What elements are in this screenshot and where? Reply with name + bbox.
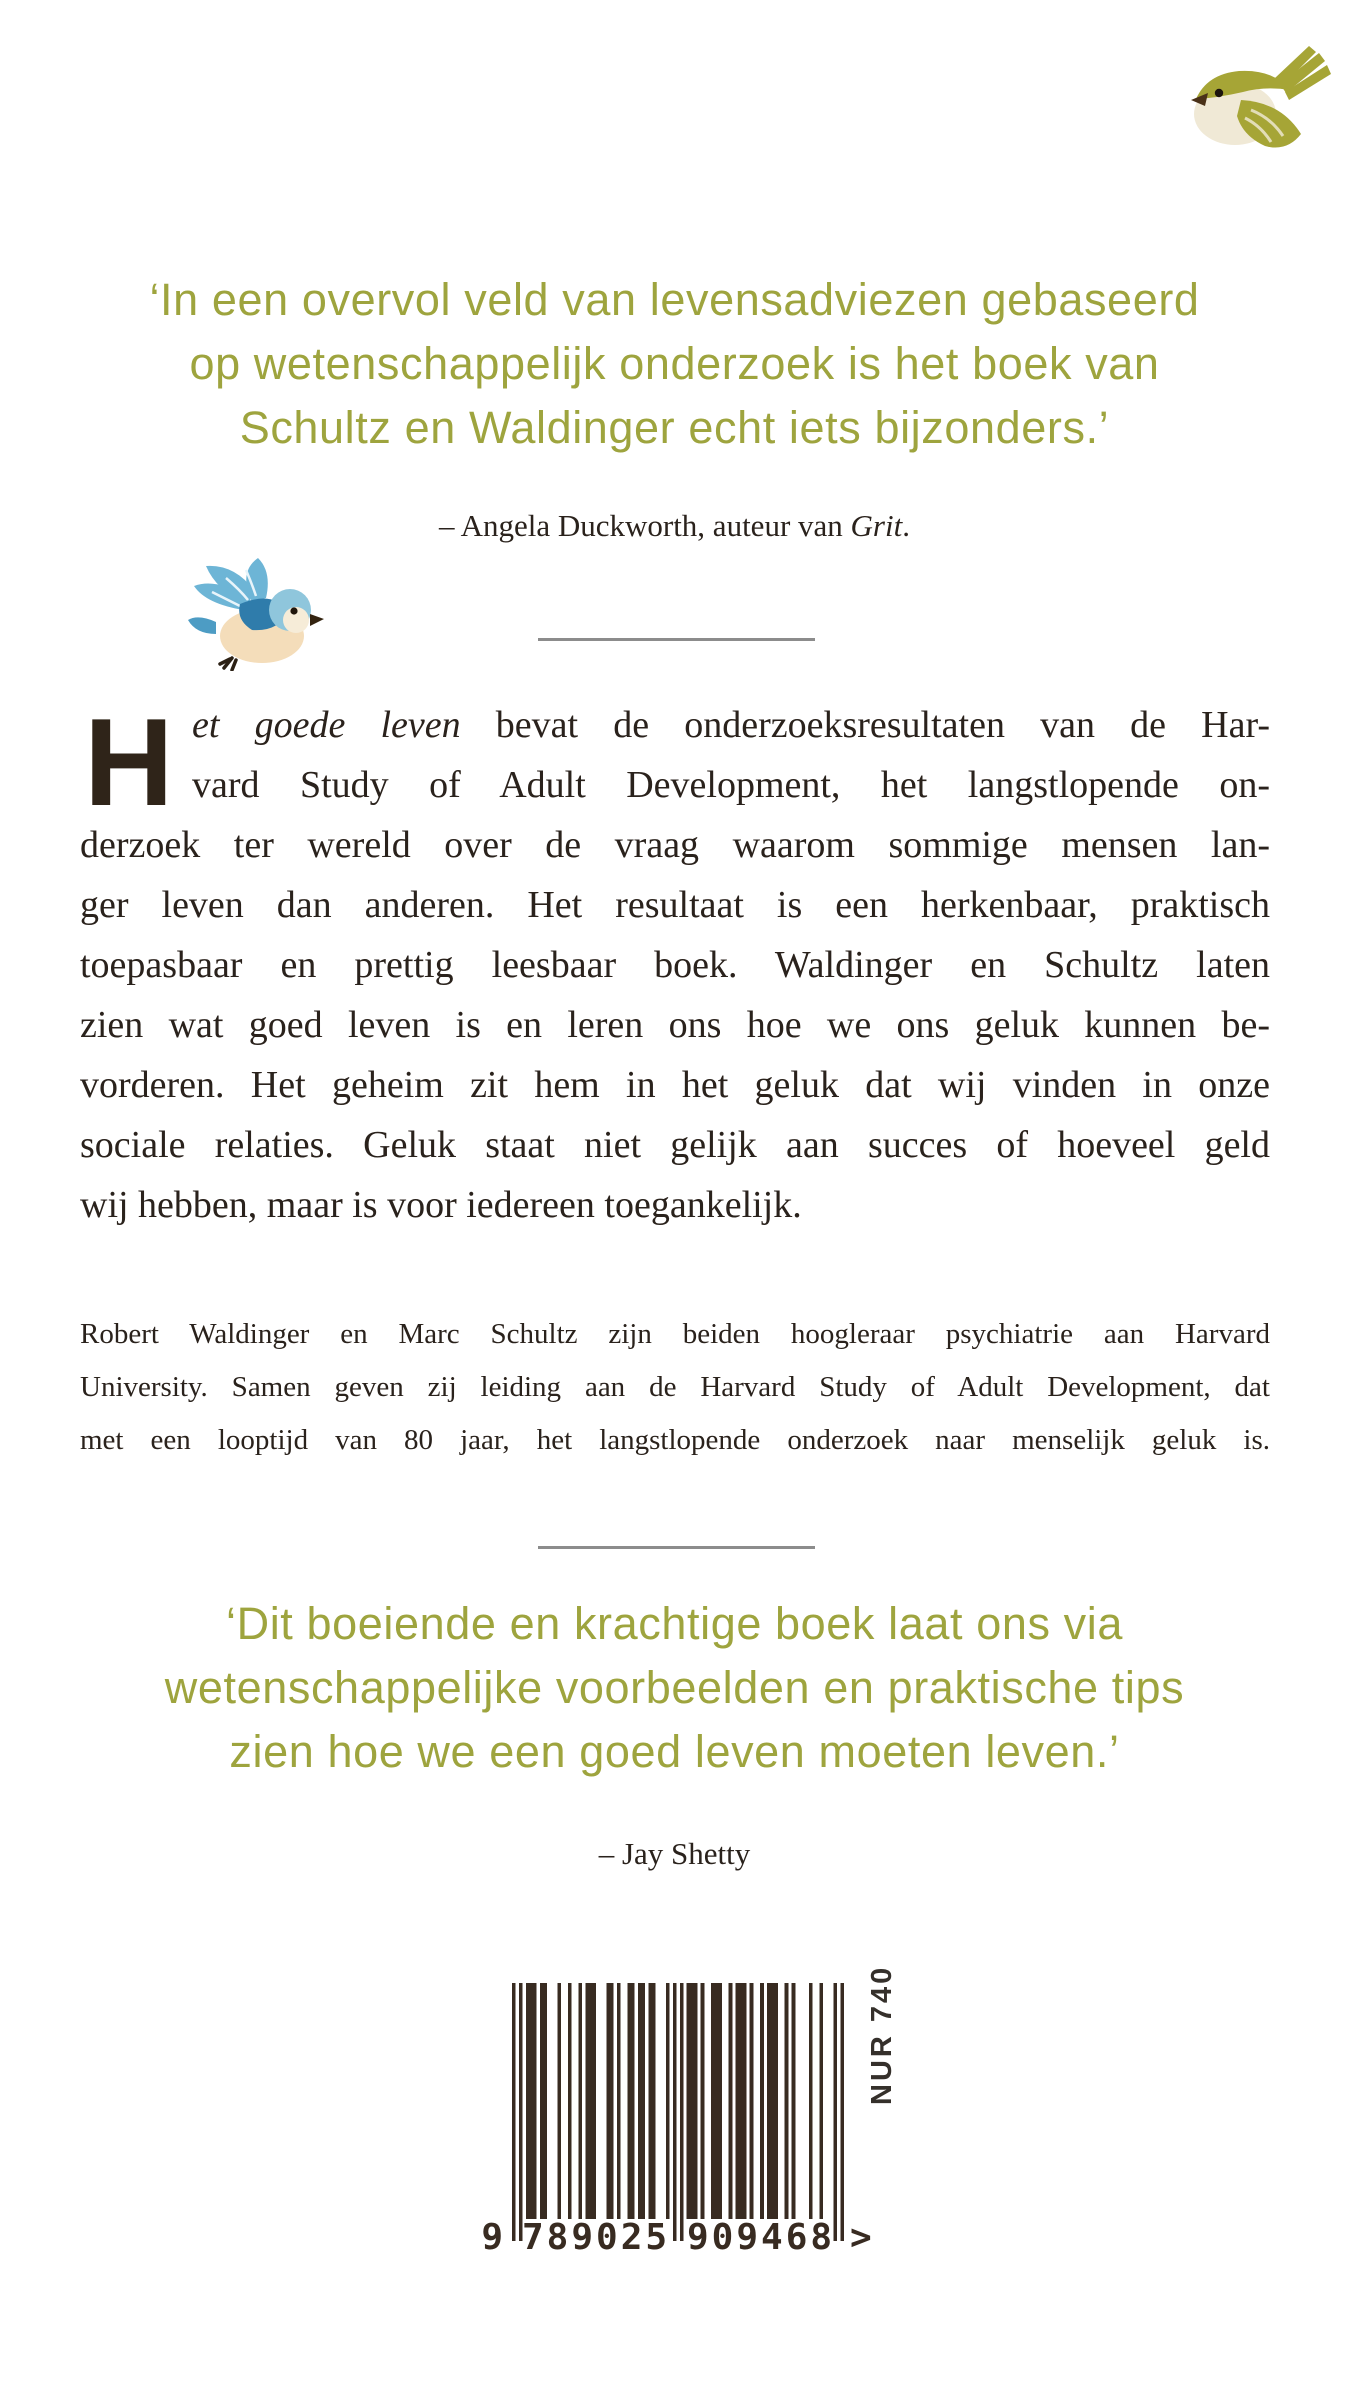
body-line: ger leven dan anderen. Het resultaat is een herkenbaar, praktisch — [80, 884, 1270, 926]
barcode-bars — [512, 1983, 852, 2241]
body-line — [192, 695, 1270, 755]
barcode — [481, 1964, 912, 2283]
attribution-period: . — [902, 508, 910, 543]
bio-line: University. Samen geven zij leiding aan de Harvard Study of Adult Development, dat — [80, 1371, 1270, 1403]
body-line: wij hebben, maar is voor iedereen toegankelijk. — [80, 1184, 802, 1226]
body-line: vard Study of Adult Development, het langstlopende on- — [192, 764, 1270, 806]
quote-attribution-shetty: – Jay Shetty — [598, 1836, 751, 1871]
quote-duckworth — [0, 268, 1349, 460]
attribution-text: – Angela Duckworth, auteur van — [439, 508, 851, 543]
divider-line — [538, 1546, 815, 1549]
bio-line: met een looptijd van 80 jaar, het langstlopende onderzoek naar menselijk geluk is. — [80, 1424, 1270, 1456]
body-line-text: bevat de onderzoeksresultaten van de Har- — [460, 704, 1270, 746]
drop-cap: H — [84, 694, 172, 832]
body-line: zien wat goed leven is en leren ons hoe we ons geluk kunnen be- — [80, 1004, 1270, 1046]
barcode-digits-right: 909468 — [687, 2217, 836, 2258]
body-line: vorderen. Het geheim zit hem in het geluk dat wij vinden in onze — [80, 1064, 1270, 1106]
quote-line: zien hoe we een goed leven moeten leven.’ — [229, 1726, 1120, 1777]
book-title-grit: Grit — [850, 508, 903, 543]
body-line: toepasbaar en prettig leesbaar boek. Waldinger en Schultz laten — [80, 944, 1270, 986]
barcode-trailer: > — [850, 2217, 872, 2258]
barcode-digit-leading: 9 — [481, 2217, 506, 2258]
book-title-italic: et goede leven — [192, 704, 461, 746]
quote-shetty — [0, 1592, 1349, 1784]
author-bio — [80, 1308, 1270, 1467]
quote-line: ‘In een overvol veld van levensadviezen gebaseerd — [149, 274, 1200, 325]
quote-line: Schultz en Waldinger echt iets bijzonders.’ — [239, 402, 1110, 453]
body-line: derzoek ter wereld over de vraag waarom sommige mensen lan- — [80, 824, 1270, 866]
divider-line — [538, 638, 815, 641]
nur-code-label: NUR 740 — [866, 1964, 898, 2105]
blue-bird-icon — [186, 556, 326, 671]
main-description — [80, 695, 1270, 1235]
quote-attribution-duckworth — [0, 508, 1349, 544]
quote-line: op wetenschappelijk onderzoek is het boek van — [189, 338, 1160, 389]
quote-line: ‘Dit boeiende en krachtige boek laat ons via — [226, 1598, 1123, 1649]
olive-bird-icon — [1183, 40, 1333, 165]
barcode-digits-left: 789025 — [522, 2217, 671, 2258]
quote-line: wetenschappelijke voorbeelden en praktische tips — [164, 1662, 1185, 1713]
bio-line: Robert Waldinger en Marc Schultz zijn beiden hoogleraar psychiatrie aan Harvard — [80, 1318, 1270, 1350]
body-line: sociale relaties. Geluk staat niet gelijk aan succes of hoeveel geld — [80, 1124, 1270, 1166]
